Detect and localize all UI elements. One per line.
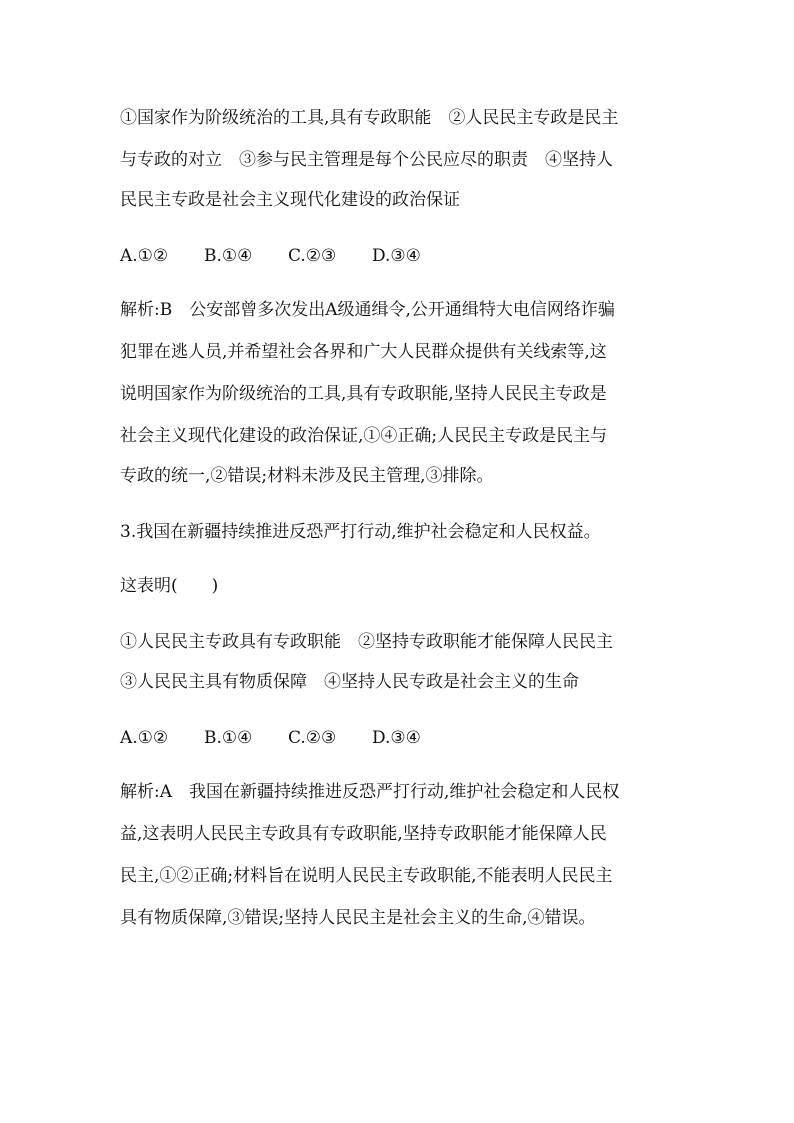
q2-option-d: D.③④ bbox=[372, 246, 421, 266]
q2-analysis-line: 社会主义现代化建设的政治保证,①④正确;人民民主专政是民主与 bbox=[120, 426, 608, 446]
q3-stem-line: 3.我国在新疆持续推进反恐严打行动,维护社会稳定和人民权益。 bbox=[120, 522, 601, 542]
q3-option-d: D.③④ bbox=[372, 728, 421, 748]
q2-analysis-line: 解析:B 公安部曾多次发出A级通缉令,公开通缉特大电信网络诈骗 bbox=[120, 300, 615, 320]
q2-option-c: C.②③ bbox=[288, 246, 337, 266]
q2-analysis-line: 说明国家作为阶级统治的工具,具有专政职能,坚持人民民主专政是 bbox=[120, 384, 607, 404]
q2-statement-line: 民民主专政是社会主义现代化建设的政治保证 bbox=[120, 190, 460, 210]
q3-statement-line: ①人民民主专政具有专政职能 ②坚持专政职能才能保障人民民主 bbox=[120, 632, 613, 652]
q3-option-a: A.①② bbox=[120, 728, 169, 748]
q3-stem-line: 这表明( ) bbox=[120, 576, 219, 596]
q3-statement-line: ③人民民主具有物质保障 ④坚持人民专政是社会主义的生命 bbox=[120, 672, 579, 692]
q2-statement-line: ①国家作为阶级统治的工具,具有专政职能 ②人民民主专政是民主 bbox=[120, 108, 619, 128]
q2-analysis-line: 犯罪在逃人员,并希望社会各界和广大人民群众提供有关线索等,这 bbox=[120, 342, 607, 362]
q3-analysis-line: 解析:A 我国在新疆持续推进反恐严打行动,维护社会稳定和人民权 bbox=[120, 782, 620, 802]
q3-option-c: C.②③ bbox=[288, 728, 337, 748]
q2-option-a: A.①② bbox=[120, 246, 169, 266]
q3-analysis-line: 民主,①②正确;材料旨在说明人民民主专政职能,不能表明人民民主 bbox=[120, 866, 613, 886]
q2-analysis-line: 专政的统一,②错误;材料未涉及民主管理,③排除。 bbox=[120, 466, 494, 486]
q2-option-b: B.①④ bbox=[204, 246, 253, 266]
q3-option-b: B.①④ bbox=[204, 728, 253, 748]
q3-analysis-line: 具有物质保障,③错误;坚持人民民主是社会主义的生命,④错误。 bbox=[120, 908, 596, 928]
q2-statement-line: 与专政的对立 ③参与民主管理是每个公民应尽的职责 ④坚持人 bbox=[120, 150, 613, 170]
q3-analysis-line: 益,这表明人民民主专政具有专政职能,坚持专政职能才能保障人民 bbox=[120, 824, 607, 844]
